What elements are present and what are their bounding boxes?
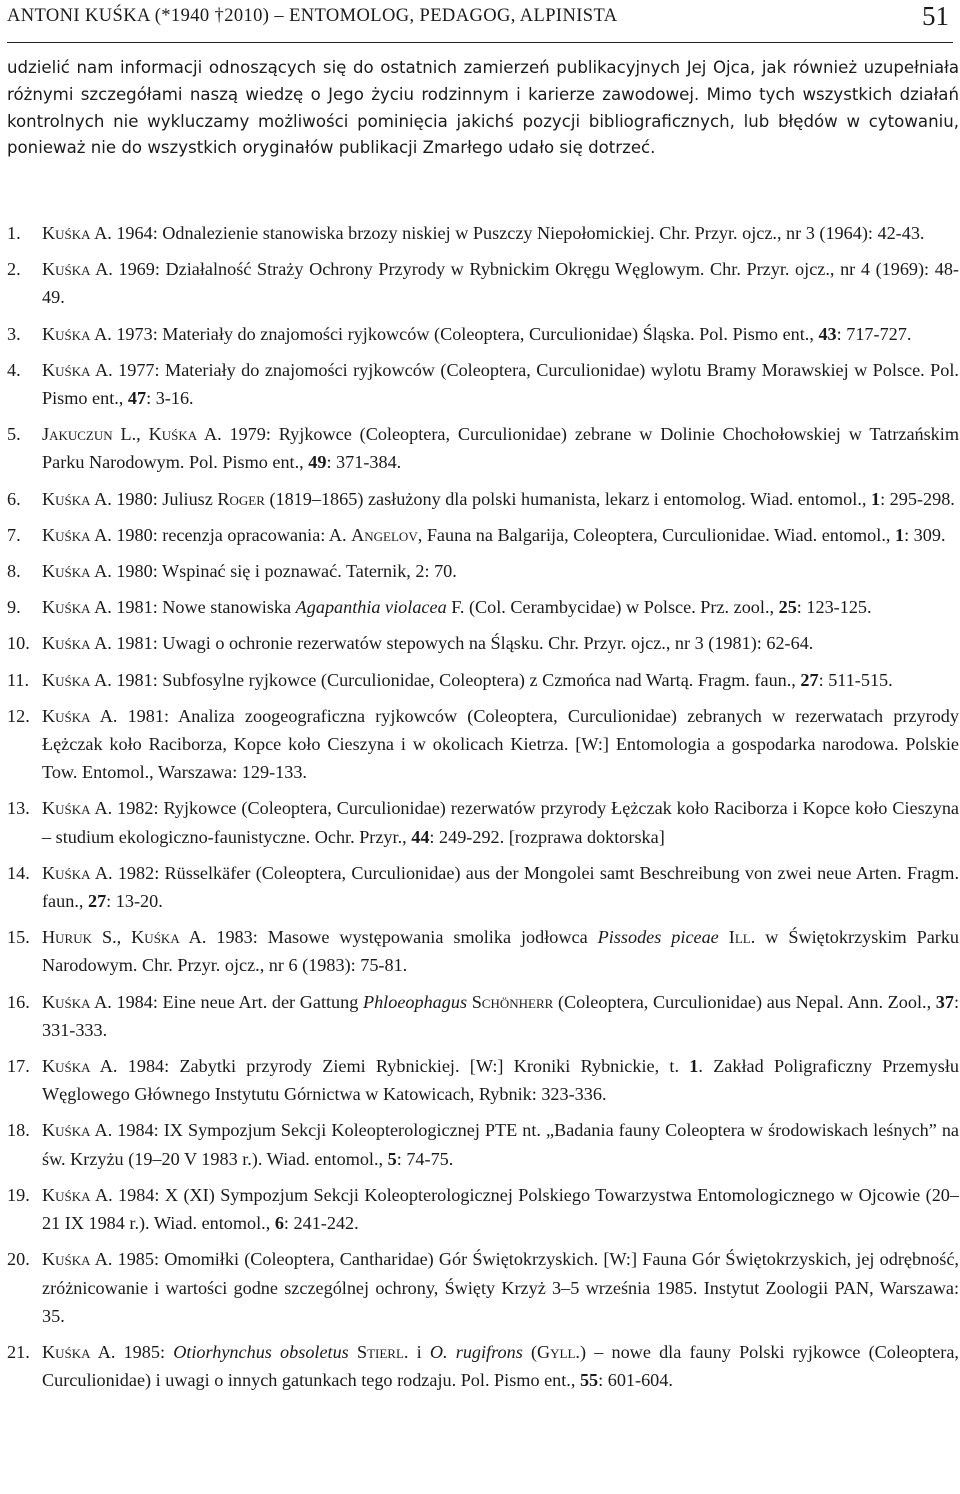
intro-paragraph: udzielić nam informacji odnoszących się do ostatnich zamierzeń publikacyjnych Jej Ojca, jak również uzupełniała różnymi szczegółami naszą wiedzę o Jego życiu rodzinnym i karierze zawodowej. Mimo tych wszystkich działań kontrolnych nie wykluczamy możliwości pominięcia jakichś pozycji bibliograficznych, lub błędów w cytowaniu, ponieważ nie do wszystkich oryginałów publikacji Zmarłego udało się dotrzeć. (7, 58, 959, 158)
reference-text: : 371-384. (326, 452, 402, 473)
reference-number: 16. (7, 991, 30, 1012)
volume-number: 44 (411, 826, 430, 847)
reference-number: 19. (7, 1184, 30, 1205)
reference-text: 1973: Materiały do znajomości ryjkowców (Coleoptera, Curculionidae) Śląska. Pol. Pismo ent., (111, 323, 819, 344)
volume-number: 37 (935, 991, 954, 1012)
volume-number: 47 (127, 388, 147, 409)
reference-text: , (136, 424, 149, 445)
author-name: Kuśka A. (42, 633, 112, 654)
author-name: Kuśka A. (42, 798, 113, 819)
volume-number: 5 (387, 1148, 397, 1169)
reference-text: : 74-75. (396, 1148, 454, 1169)
reference-text: 1980: recenzja opracowania: A. (111, 524, 352, 545)
header-divider (7, 42, 953, 43)
author-name: Kuśka A. (42, 359, 113, 380)
species-name: Pissodes piceae (597, 927, 719, 948)
reference-text: ) – nowe dla fauny Polski ryjkowce (Coleoptera, Curculionidae) i uwagi o innych gatunkach tego rodzaju. Pol. Pismo ent., (42, 1341, 959, 1391)
author-name: Kuśka A. (42, 1249, 113, 1270)
author-name: Huruk S. (42, 927, 117, 948)
volume-number: 27 (87, 891, 107, 912)
species-name: O. rugifrons (429, 1341, 523, 1362)
reference-text: 1979: Ryjkowce (Coleoptera, Curculionidae) zebrane w Dolinie Chochołowskiej w Tatrzańskim Parku Narodowym. Pol. Pismo ent., (42, 424, 959, 473)
reference-text: 1980: Juliusz (111, 488, 218, 509)
reference-text: : 511-515. (818, 669, 893, 690)
reference-number: 11. (7, 669, 30, 690)
author-name: Kuśka A. (42, 488, 112, 509)
reference-number: 3. (7, 323, 21, 344)
reference-text: i (408, 1341, 430, 1362)
running-title: ANTONI KUŚKA (*1940 †2010) – ENTOMOLOG, PEDAGOG, ALPINISTA (7, 6, 618, 26)
reference-number: 12. (7, 705, 30, 726)
reference-item (7, 219, 959, 247)
reference-text (719, 927, 729, 947)
reference-item (7, 255, 959, 311)
reference-text: : 13-20. (106, 891, 163, 912)
reference-number: 4. (7, 359, 21, 380)
reference-number: 10. (7, 633, 30, 654)
reference-number: 14. (7, 862, 30, 883)
reference-item (7, 557, 959, 585)
reference-text: 1981: Subfosylne ryjkowce (Curculionidae, Coleoptera) z Czmońca nad Wartą. Fragm. faun., (111, 669, 801, 690)
reference-number: 17. (7, 1056, 30, 1077)
reference-text: : 3-16. (146, 388, 194, 409)
reference-item (7, 1181, 959, 1237)
reference-number: 5. (7, 424, 21, 445)
reference-text: 1984: Zabytki przyrody Ziemi Rybnickiej. [W:] Kroniki Rybnickie, t. (117, 1056, 690, 1077)
reference-number: 20. (7, 1249, 30, 1270)
reference-item (7, 485, 959, 513)
reference-number: 9. (7, 597, 21, 618)
author-name: Kuśka A. (42, 223, 112, 243)
volume-number: 1 (894, 524, 905, 545)
reference-item (7, 320, 959, 348)
reference-text: 1981: Nowe stanowiska (111, 597, 296, 618)
reference-text: : 309. (904, 524, 946, 545)
reference-item (7, 702, 959, 787)
reference-number: 18. (7, 1120, 30, 1141)
volume-number: 49 (308, 452, 327, 473)
volume-number: 55 (579, 1370, 599, 1391)
reference-text: 1985: Omomiłki (Coleoptera, Cantharidae) Gór Świętokrzyskich. [W:] Fauna Gór Świętokrzyskich, jej odrębność, zróżnicowanie i wartości godne szczególnej ochrony, Święty Krzyż 3–5 września 1985. Instytut Zoologii PAN, Warszawa: 35. (42, 1249, 959, 1326)
reference-item (7, 794, 959, 850)
reference-item (7, 593, 959, 621)
volume-number: 27 (800, 669, 819, 690)
reference-number: 21. (7, 1341, 30, 1362)
reference-text: : 123-125. (796, 597, 872, 618)
reference-text: 1981: Uwagi o ochronie rezerwatów stepowych na Śląsku. Chr. Przyr. ojcz., nr 3 (1981): 62-64. (111, 633, 814, 654)
author-name: Roger (217, 488, 265, 509)
reference-text: . Zakład Poligraficzny Przemysłu Węglowego Głównego Instytutu Górnictwa w Katowicach, Rybnik: 323-336. (42, 1056, 959, 1105)
volume-number: 1 (689, 1056, 699, 1077)
species-name: Phloeophagus (362, 991, 468, 1012)
reference-number: 6. (7, 488, 21, 509)
author-name: Angelov (351, 524, 418, 545)
reference-text: : 249-292. [rozprawa doktorska] (429, 826, 665, 847)
author-name: Kuśka A. (42, 561, 112, 582)
author-name: Jakuczun L. (42, 424, 137, 445)
reference-text: 1984: IX Sympozjum Sekcji Koleopterologicznej PTE nt. „Badania fauny Coleoptera w środowiskach leśnych” na św. Krzyżu (19–20 V 1983 r.). Wiad. entomol., (42, 1120, 959, 1169)
reference-text: (Coleoptera, Curculionidae) aus Nepal. Ann. Zool., (553, 991, 936, 1012)
author-name: Kuśka A. (42, 259, 113, 280)
author-name: Kuśka A. (42, 597, 112, 618)
reference-text: 1984: X (XI) Sympozjum Sekcji Koleopterologicznej Polskiego Towarzystwa Entomologicznego w Ojcowie (20–21 IX 1984 r.). Wiad. entomol., (42, 1184, 959, 1234)
author-name: Gyll. (537, 1341, 580, 1362)
volume-number: 43 (818, 323, 837, 344)
reference-text: (1819–1865) zasłużony dla polski humanista, lekarz i entomolog. Wiad. entomol., (264, 488, 871, 509)
volume-number: 6 (274, 1213, 284, 1234)
reference-text: , (116, 927, 132, 948)
reference-text: ( (522, 1341, 538, 1362)
author-name: Kuśka A. (42, 1341, 116, 1362)
reference-item (7, 629, 959, 657)
reference-item (7, 420, 959, 476)
reference-number: 13. (7, 798, 30, 819)
species-name: Otiorhynchus obsoletus (173, 1341, 349, 1362)
author-name: Kuśka A. (42, 1184, 113, 1205)
reference-item (7, 521, 959, 549)
reference-number: 1. (7, 223, 21, 243)
reference-item (7, 1338, 959, 1394)
volume-number: 25 (778, 597, 797, 618)
reference-text: 1969: Działalność Straży Ochrony Przyrody w Rybnickim Okręgu Węglowym. Chr. Przyr. ojcz., nr 4 (1969): 48-49. (42, 259, 959, 308)
reference-text: 1982: Ryjkowce (Coleoptera, Curculionidae) rezerwatów przyrody Łężczak koło Raciborza i Kopce koło Cieszyna – studium ekologiczno-faunistyczne. Ochr. Przyr., (42, 798, 959, 847)
volume-number: 1 (870, 488, 881, 509)
reference-text: : 331-333. (42, 991, 959, 1040)
author-name: Kuśka A. (42, 524, 112, 545)
reference-item (7, 666, 959, 694)
reference-text (349, 1342, 357, 1362)
author-name: Schönherr (471, 991, 554, 1012)
author-name: Kuśka A. (42, 669, 112, 690)
reference-text: 1981: Analiza zoogeograficzna ryjkowców (Coleoptera, Curculionidae) zebranych w rezerwatach przyrody Łężczak koło Raciborza, Kopce koło Cieszyna i w okolicach Kietrza. [W:] Entomologia a gospodarka narodowa. Polskie Tow. Entomol., Warszawa: 129-133. (42, 705, 959, 783)
reference-item (7, 356, 959, 412)
reference-text: : 717-727. (836, 323, 912, 344)
reference-number: 2. (7, 259, 21, 280)
page-header (7, 1, 953, 36)
species-name: Agapanthia violacea (295, 597, 447, 618)
page-number: 51 (922, 1, 949, 31)
reference-text: 1964: Odnalezienie stanowiska brzozy niskiej w Puszczy Niepołomickiej. Chr. Przyr. ojcz., nr 3 (1964): 42-43. (111, 223, 925, 243)
reference-number: 15. (7, 927, 30, 948)
reference-text: : 295-298. (880, 488, 955, 509)
reference-text: 1984: Eine neue Art. der Gattung (111, 991, 363, 1012)
author-name: Kuśka A. (42, 991, 112, 1012)
reference-item (7, 988, 959, 1044)
reference-text: , Fauna na Balgarija, Coleoptera, Curculionidae. Wiad. entomol., (417, 524, 895, 545)
reference-text: : 241-242. (283, 1213, 359, 1234)
reference-list (7, 219, 959, 1402)
reference-item (7, 1116, 959, 1172)
reference-number: 7. (7, 524, 21, 545)
reference-text: 1982: Rüsselkäfer (Coleoptera, Curculionidae) aus der Mongolei samt Beschreibung von zwei neue Arten. Fragm. faun., (42, 862, 959, 912)
author-name: Kuśka A. (42, 862, 113, 883)
author-name: Stierl. (356, 1341, 409, 1362)
author-name: Kuśka A. (42, 323, 112, 344)
reference-item (7, 1245, 959, 1330)
author-name: Ill. (728, 927, 756, 948)
reference-item (7, 859, 959, 915)
author-name: Kuśka A. (42, 705, 118, 726)
reference-text: : 601-604. (598, 1370, 673, 1391)
author-name: Kuśka A. (42, 1056, 118, 1077)
author-name: Kuśka A. (148, 424, 222, 445)
reference-text: 1977: Materiały do znajomości ryjkowców (Coleoptera, Curculionidae) wylotu Bramy Morawskiej w Polsce. Pol. Pismo ent., (42, 359, 959, 409)
reference-text: 1980: Wspinać się i poznawać. Taternik, 2: 70. (111, 561, 457, 582)
reference-text: 1983: Masowe występowania smolika jodłowca (206, 927, 598, 948)
author-name: Kuśka A. (131, 927, 207, 948)
reference-item (7, 1052, 959, 1108)
reference-text: F. (Col. Cerambycidae) w Polsce. Prz. zool., (446, 597, 779, 618)
reference-item (7, 923, 959, 979)
reference-text: w Świętokrzyskim Parku Narodowym. Chr. Przyr. ojcz., nr 6 (1983): 75-81. (42, 927, 960, 976)
reference-number: 8. (7, 561, 21, 582)
author-name: Kuśka A. (42, 1120, 113, 1141)
reference-text: 1985: (115, 1341, 174, 1362)
